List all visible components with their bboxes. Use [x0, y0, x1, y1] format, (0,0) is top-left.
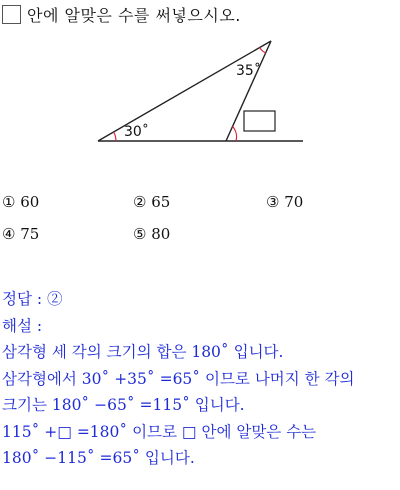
choice-4[interactable]	[2, 225, 39, 243]
angle-arc-left	[114, 132, 116, 141]
choice-mark: ④	[2, 225, 16, 243]
question-text: 안에 알맞은 수를 써넣으시오.	[27, 6, 241, 25]
explanation-label: 해설 :	[2, 316, 43, 335]
triangle-figure	[0, 30, 400, 160]
choice-value: 80	[151, 225, 171, 243]
choice-value: 75	[20, 225, 40, 243]
explanation-line-3: 크기는 180˚ −65˚ =115˚ 입니다.	[2, 396, 245, 414]
choice-mark: ⑤	[133, 225, 147, 243]
angle-arc-top	[260, 48, 266, 53]
choice-2[interactable]	[133, 193, 170, 211]
choice-value: 65	[151, 193, 171, 211]
angle-label-top: 35˚	[236, 63, 261, 79]
angle-label-left: 30˚	[124, 124, 149, 140]
angle-arc-exterior	[233, 126, 237, 141]
choice-value: 70	[284, 193, 304, 211]
explanation-line-2: 삼각형에서 30˚ +35˚ =65˚ 이므로 나머지 한 각의	[2, 369, 355, 388]
choice-3[interactable]	[266, 193, 303, 211]
choice-mark: ③	[266, 193, 280, 211]
answer-blank-box[interactable]	[2, 5, 21, 24]
choice-mark: ①	[2, 193, 16, 211]
figure-blank-box[interactable]	[244, 111, 275, 131]
answer-label: 정답 : ②	[2, 290, 63, 308]
choice-5[interactable]	[133, 225, 170, 243]
explanation-line-5: 180˚ −115˚ =65˚ 입니다.	[2, 449, 195, 467]
choice-1[interactable]	[2, 193, 39, 211]
choice-value: 60	[20, 193, 40, 211]
answer-section	[2, 286, 355, 472]
explanation-line-4: 115˚ +□ =180˚ 이므로 □ 안에 알맞은 수는	[2, 422, 317, 441]
explanation-line-1: 삼각형 세 각의 크기의 합은 180˚ 입니다.	[2, 343, 284, 361]
question	[2, 3, 241, 26]
choice-mark: ②	[133, 193, 147, 211]
